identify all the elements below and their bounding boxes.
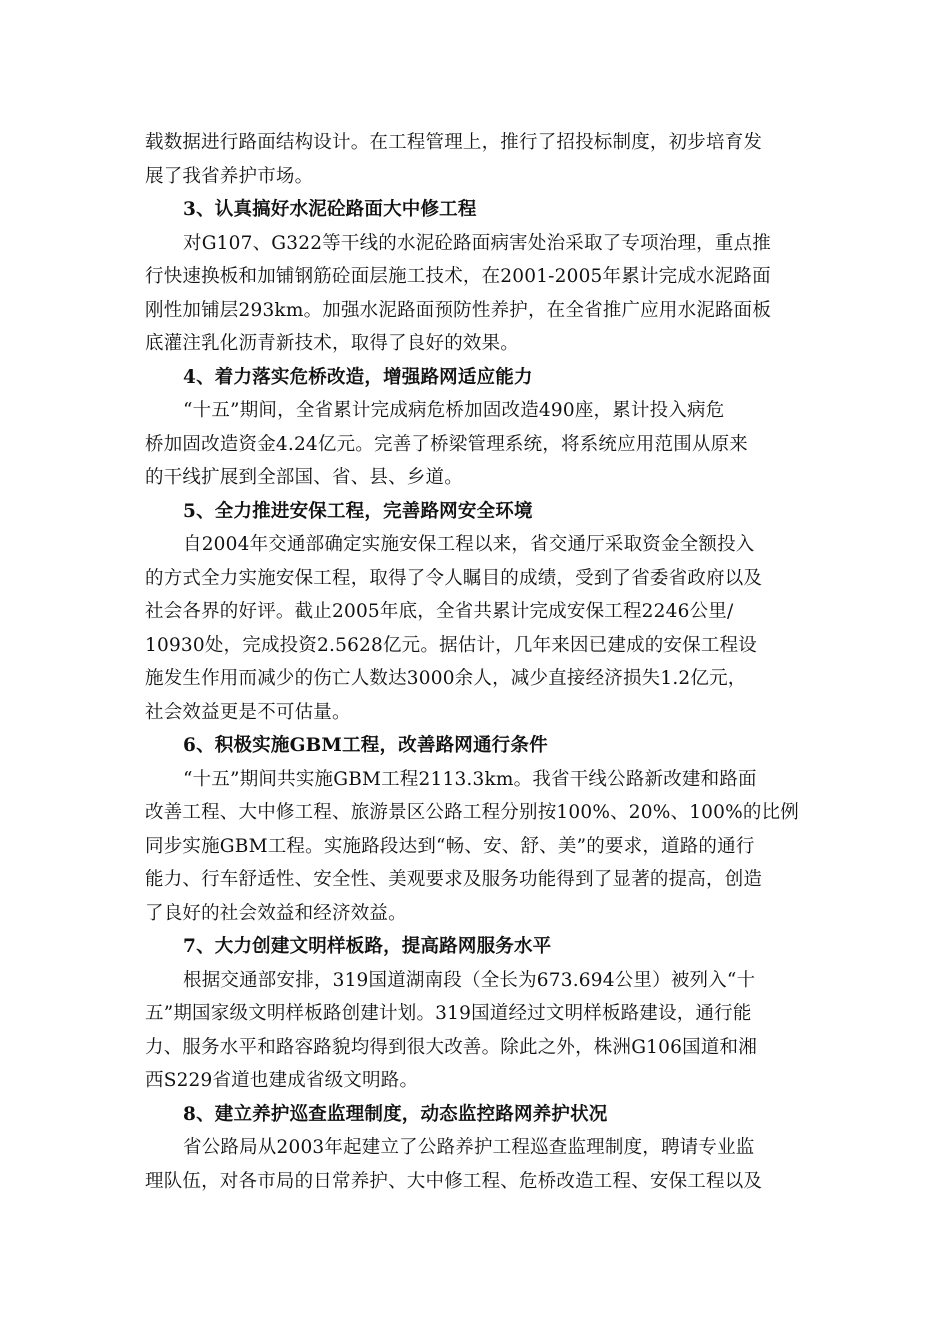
text-line: 五”期国家级文明样板路创建计划。319国道经过文明样板路建设，通行能	[145, 1003, 752, 1024]
text-line: 根据交通部安排，319国道湖南段（全长为673.694公里）被列入“十	[183, 969, 756, 991]
document-page	[145, 126, 805, 1198]
text-line: 刚性加铺层293km。加强水泥路面预防性养护，在全省推广应用水泥路面板	[145, 299, 772, 321]
text-line: 10930处，完成投资2.5628亿元。据估计，几年来因已建成的安保工程设	[145, 634, 757, 656]
text-line: 桥加固改造资金4.24亿元。完善了桥梁管理系统，将系统应用范围从原来	[145, 433, 748, 455]
section-heading: 5、全力推进安保工程，完善路网安全环境	[183, 500, 533, 522]
text-line: 行快速换板和加铺钢筋砼面层施工技术，在2001-2005年累计完成水泥路面	[145, 266, 771, 287]
text-line: 理队伍，对各市局的日常养护、大中修工程、危桥改造工程、安保工程以及	[145, 1170, 763, 1192]
text-line: 载数据进行路面结构设计。在工程管理上，推行了招投标制度，初步培育发	[145, 132, 763, 153]
text-line: 展了我省养护市场。	[145, 165, 314, 187]
section-heading: 6、积极实施GBM工程，改善路网通行条件	[183, 735, 548, 756]
text-line: 力、服务水平和路容路貌均得到很大改善。除此之外，株洲G106国道和湘	[145, 1036, 757, 1058]
text-line: 能力、行车舒适性、安全性、美观要求及服务功能得到了显著的提高，创造	[145, 869, 763, 890]
text-line: 省公路局从2003年起建立了公路养护工程巡查监理制度，聘请专业监	[183, 1137, 755, 1158]
text-line: 底灌注乳化沥青新技术，取得了良好的效果。	[145, 333, 520, 354]
text-line: 的方式全力实施安保工程，取得了令人瞩目的成绩，受到了省委省政府以及	[145, 567, 763, 589]
section-heading: 4、着力落实危桥改造，增强路网适应能力	[183, 366, 533, 388]
text-line: 施发生作用而减少的伤亡人数达3000余人，减少直接经济损失1.2亿元，	[145, 668, 747, 689]
text-line: 自2004年交通部确定实施安保工程以来，省交通厅采取资金全额投入	[183, 534, 755, 555]
text-line: 西S229省道也建成省级文明路。	[145, 1070, 419, 1091]
text-line: 社会效益更是不可估量。	[145, 701, 351, 723]
text-line: 对G107、G322等干线的水泥砼路面病害处治采取了专项治理，重点推	[183, 232, 771, 254]
text-line: 社会各界的好评。截止2005年底，全省共累计完成安保工程2246公里/	[145, 601, 734, 622]
section-heading: 3、认真搞好水泥砼路面大中修工程	[183, 199, 477, 220]
text-line: “十五”期间，全省累计完成病危桥加固改造490座，累计投入病危	[183, 400, 725, 421]
text-line: 同步实施GBM工程。实施路段达到“畅、安、舒、美”的要求，道路的通行	[145, 835, 755, 857]
section-heading: 7、大力创建文明样板路，提高路网服务水平	[183, 936, 552, 957]
text-line: “十五”期间共实施GBM工程2113.3km。我省干线公路新改建和路面	[183, 768, 757, 790]
section-heading: 8、建立养护巡查监理制度，动态监控路网养护状况	[183, 1103, 608, 1125]
text-line: 改善工程、大中修工程、旅游景区公路工程分别按100%、20%、100%的比例	[145, 802, 800, 823]
text-line: 了良好的社会效益和经济效益。	[145, 902, 407, 924]
text-line: 的干线扩展到全部国、省、县、乡道。	[145, 467, 463, 488]
